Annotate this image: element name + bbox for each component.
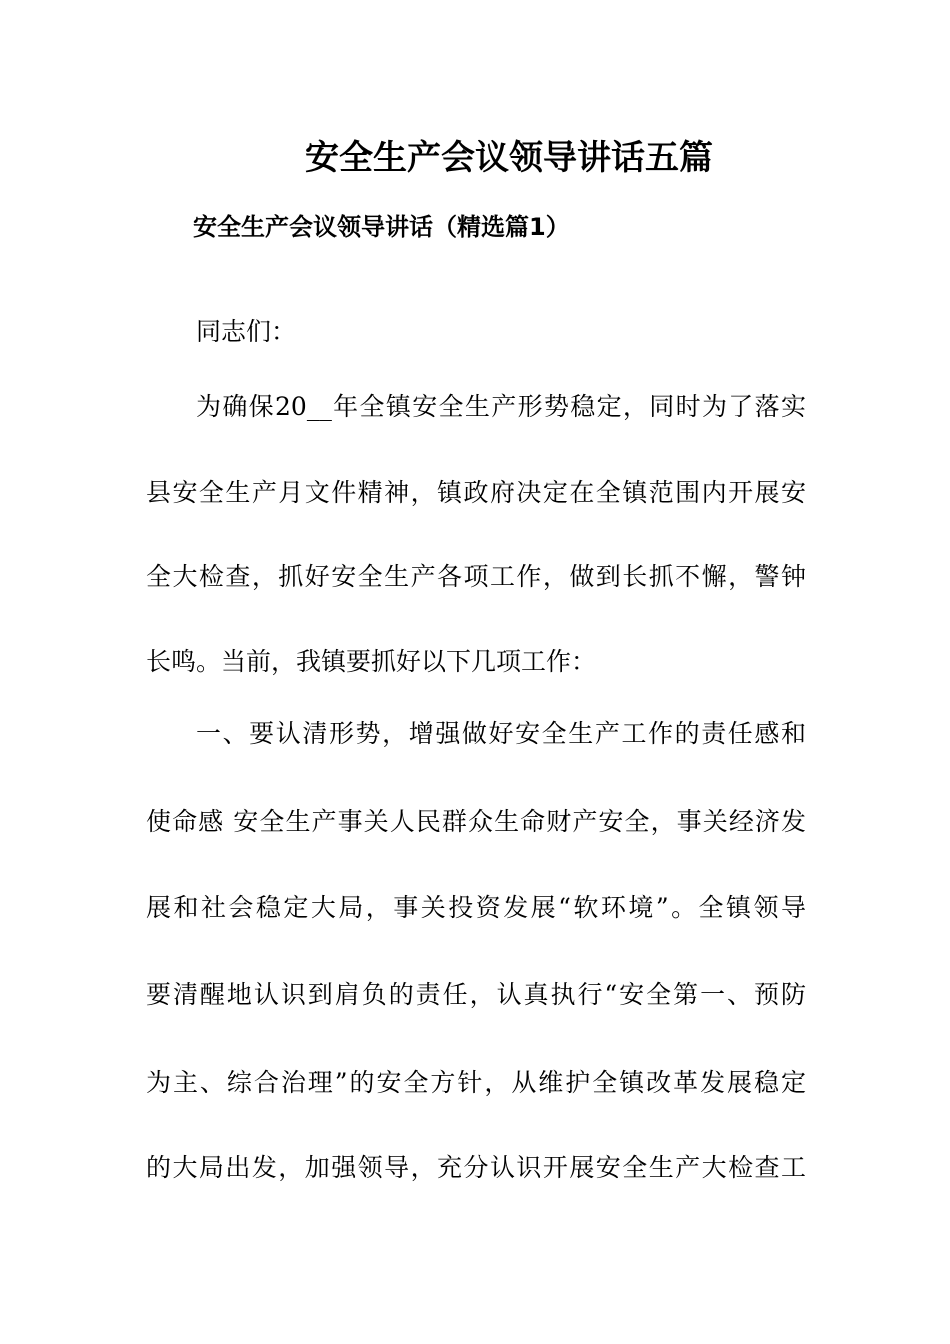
greeting-line: 同志们：	[196, 317, 297, 346]
paragraph-line: 为主、综合治理”的安全方针，从维护全镇改革发展稳定	[146, 1068, 806, 1097]
paragraph-line: 长鸣。当前，我镇要抓好以下几项工作：	[146, 647, 597, 676]
paragraph-line: 为确保20__年全镇安全生产形势稳定，同时为了落实	[196, 392, 806, 421]
paragraph-line: 县安全生产月文件精神，镇政府决定在全镇范围内开展安	[146, 478, 806, 507]
paragraph-line: 的大局出发，加强领导，充分认识开展安全生产大检查工	[146, 1153, 806, 1182]
paragraph-line: 全大检查，抓好安全生产各项工作，做到长抓不懈，警钟	[146, 562, 806, 591]
paragraph-line: 一、要认清形势，增强做好安全生产工作的责任感和	[196, 719, 806, 748]
paragraph-line: 要清醒地认识到肩负的责任，认真执行“安全第一、预防	[146, 980, 806, 1009]
document-title: 安全生产会议领导讲话五篇	[305, 138, 713, 178]
paragraph-line: 使命感 安全生产事关人民群众生命财产安全，事关经济发	[146, 807, 806, 836]
paragraph-line: 展和社会稳定大局，事关投资发展“软环境”。全镇领导	[146, 893, 806, 922]
section-heading: 安全生产会议领导讲话（精选篇1）	[193, 213, 570, 241]
